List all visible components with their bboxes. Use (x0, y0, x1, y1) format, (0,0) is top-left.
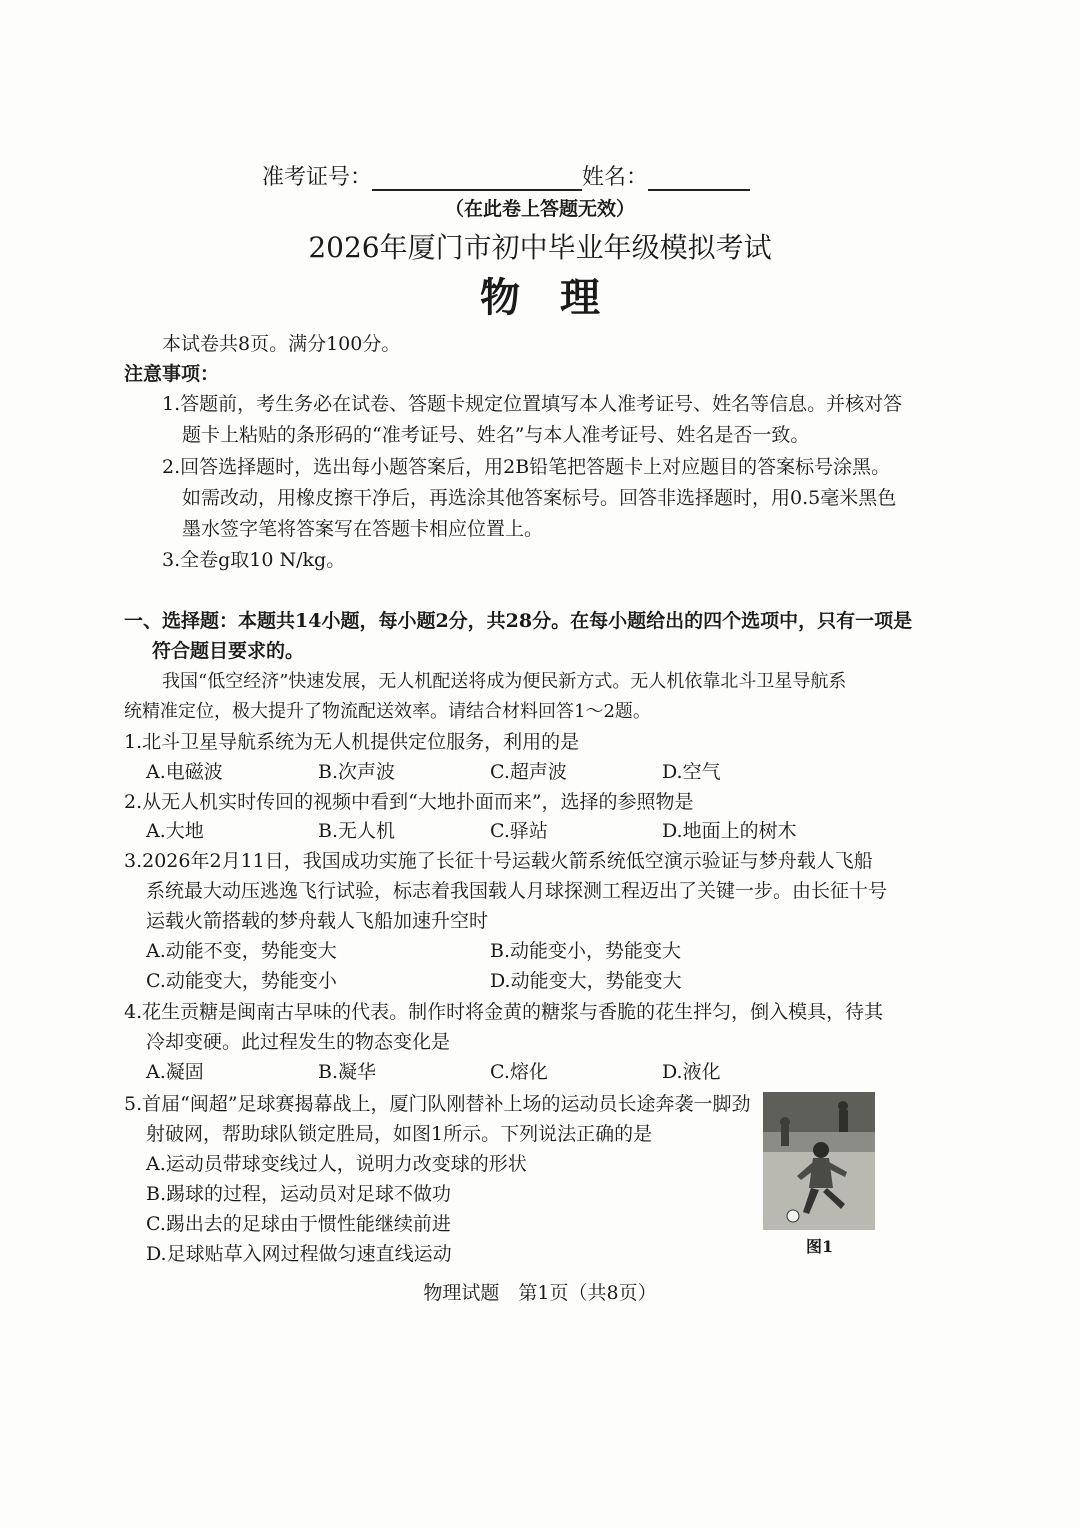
note-line: 1.答题前，考生务必在试卷、答题卡规定位置填写本人准考证号、姓名等信息。并核对答 (162, 393, 903, 415)
question-3-option-b: B.动能变小，势能变大 (490, 940, 682, 962)
note-line: 题卡上粘贴的条形码的“准考证号、姓名”与本人准考证号、姓名是否一致。 (182, 424, 810, 446)
note-line: 如需改动，用橡皮擦干净后，再选涂其他答案标号。回答非选择题时，用0.5毫米黑色 (182, 487, 897, 509)
question-2-option-a: A.大地 (146, 820, 204, 842)
question-4-option-b: B.凝华 (318, 1061, 377, 1083)
question-2-option-b: B.无人机 (318, 820, 396, 842)
question-1-option-b: B.次声波 (318, 761, 396, 783)
passage-line: 我国“低空经济”快速发展，无人机配送将成为便民新方式。无人机依靠北斗卫星导航系 (162, 671, 847, 692)
question-3-option-a: A.动能不变，势能变大 (146, 940, 337, 962)
question-4-option-a: A.凝固 (146, 1061, 204, 1083)
question-1-option-d: D.空气 (662, 761, 721, 783)
admission-number-label: 准考证号： (262, 165, 373, 190)
figure-1-caption: 图1 (806, 1237, 834, 1256)
question-3-stem: 运载火箭搭载的梦舟载人飞船加速升空时 (146, 910, 489, 932)
question-4-option-c: C.熔化 (490, 1061, 548, 1083)
question-1-option-a: A.电磁波 (146, 761, 223, 783)
question-5-option-b: B.踢球的过程，运动员对足球不做功 (146, 1183, 452, 1205)
subject-title: 物理 (480, 274, 640, 321)
question-2-stem: 2.从无人机实时传回的视频中看到“大地扑面而来”，选择的参照物是 (124, 791, 694, 813)
note-line: 3.全卷g取10 N/kg。 (162, 549, 346, 571)
exam-title: 2026年厦门市初中毕业年级模拟考试 (308, 231, 772, 264)
question-2-option-c: C.驿站 (490, 820, 548, 842)
question-4-stem: 4.花生贡糖是闽南古早味的代表。制作时将金黄的糖浆与香脆的花生拌匀，倒入模具，待其 (124, 1001, 884, 1023)
figure-1-football-photo (763, 1092, 875, 1230)
note-line: 2.回答选择题时，选出每小题答案后，用2B铅笔把答题卡上对应题目的答案标号涂黑。 (162, 456, 891, 478)
question-2-option-d: D.地面上的树木 (662, 820, 797, 842)
note-line: 墨水签字笔将答案写在答题卡相应位置上。 (182, 518, 544, 540)
name-blank (648, 165, 750, 191)
section-heading: 一、选择题：本题共14小题，每小题2分，共28分。在每小题给出的四个选项中，只有一项是 (124, 610, 913, 632)
question-5-option-c: C.踢出去的足球由于惯性能继续前进 (146, 1213, 451, 1235)
question-3-stem: 3.2026年2月11日，我国成功实施了长征十号运载火箭系统低空演示验证与梦舟载人飞船 (124, 850, 873, 872)
question-3-option-c: C.动能变大，势能变小 (146, 970, 337, 992)
notes-heading: 注意事项： (124, 363, 220, 385)
admission-number-blank (372, 165, 582, 191)
question-1-stem: 1.北斗卫星导航系统为无人机提供定位服务，利用的是 (124, 731, 580, 753)
name-label: 姓名： (582, 165, 649, 190)
question-4-option-d: D.液化 (662, 1061, 721, 1083)
question-5-option-d: D.足球贴草入网过程做匀速直线运动 (146, 1243, 452, 1265)
section-heading-cont: 符合题目要求的。 (152, 640, 305, 662)
question-1-option-c: C.超声波 (490, 761, 567, 783)
passage-line: 统精准定位，极大提升了物流配送效率。请结合材料回答1～2题。 (124, 701, 651, 722)
question-5-stem: 射破网，帮助球队锁定胜局，如图1所示。下列说法正确的是 (146, 1123, 653, 1145)
candidate-info-row (262, 160, 750, 191)
invalid-answer-notice: （在此卷上答题无效） (444, 198, 635, 220)
question-5-option-a: A.运动员带球变线过人，说明力改变球的形状 (146, 1153, 527, 1175)
paper-intro: 本试卷共8页。满分100分。 (162, 333, 401, 355)
page-footer: 物理试题 第1页（共8页） (423, 1282, 657, 1304)
question-5-stem: 5.首届“闽超”足球赛揭幕战上，厦门队刚替补上场的运动员长途奔袭一脚劲 (124, 1093, 751, 1115)
question-4-stem: 冷却变硬。此过程发生的物态变化是 (146, 1031, 451, 1053)
question-3-option-d: D.动能变大，势能变大 (490, 970, 682, 992)
question-3-stem: 系统最大动压逃逸飞行试验，标志着我国载人月球探测工程迈出了关键一步。由长征十号 (146, 880, 888, 902)
